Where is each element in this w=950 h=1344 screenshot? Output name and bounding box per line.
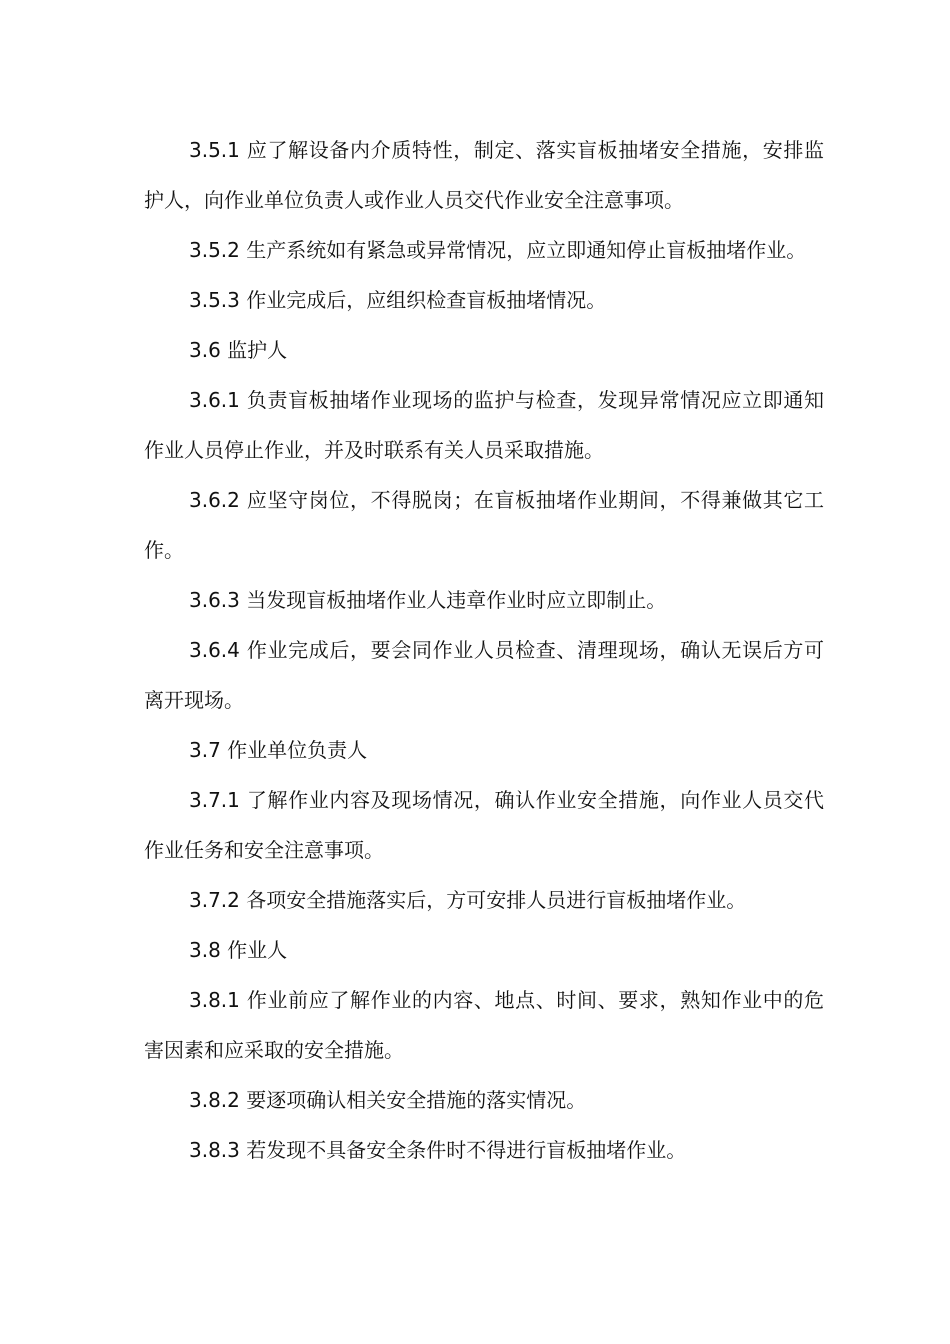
paragraph-3-8-2: 3.8.2 要逐项确认相关安全措施的落实情况。 bbox=[189, 1088, 587, 1112]
paragraph-3-6-4: 3.6.4 作业完成后，要会同作业人员检查、清理现场，确认无误后方可离开现场。 bbox=[144, 638, 824, 712]
paragraph-3-5-3: 3.5.3 作业完成后，应组织检查盲板抽堵情况。 bbox=[189, 288, 607, 312]
paragraph-3-8-1: 3.8.1 作业前应了解作业的内容、地点、时间、要求，熟知作业中的危害因素和应采取的安全措施。 bbox=[144, 988, 824, 1062]
paragraph-3-7-2: 3.7.2 各项安全措施落实后，方可安排人员进行盲板抽堵作业。 bbox=[189, 888, 747, 912]
paragraph-3-5-1: 3.5.1 应了解设备内介质特性，制定、落实盲板抽堵安全措施，安排监护人，向作业单位负责人或作业人员交代作业安全注意事项。 bbox=[144, 138, 824, 212]
paragraph-3-6-3: 3.6.3 当发现盲板抽堵作业人违章作业时应立即制止。 bbox=[189, 588, 667, 612]
section-heading-3-7: 3.7 作业单位负责人 bbox=[189, 738, 368, 762]
section-heading-3-6: 3.6 监护人 bbox=[189, 338, 288, 362]
section-heading-3-8: 3.8 作业人 bbox=[189, 938, 288, 962]
paragraph-3-7-1: 3.7.1 了解作业内容及现场情况，确认作业安全措施，向作业人员交代作业任务和安全注意事项。 bbox=[144, 788, 824, 862]
document-body bbox=[144, 125, 824, 1175]
paragraph-3-8-3: 3.8.3 若发现不具备安全条件时不得进行盲板抽堵作业。 bbox=[189, 1138, 687, 1162]
paragraph-3-6-2: 3.6.2 应坚守岗位，不得脱岗；在盲板抽堵作业期间，不得兼做其它工作。 bbox=[144, 488, 824, 562]
paragraph-3-6-1: 3.6.1 负责盲板抽堵作业现场的监护与检查，发现异常情况应立即通知作业人员停止作业，并及时联系有关人员采取措施。 bbox=[144, 388, 824, 462]
paragraph-3-5-2: 3.5.2 生产系统如有紧急或异常情况，应立即通知停止盲板抽堵作业。 bbox=[189, 238, 807, 262]
